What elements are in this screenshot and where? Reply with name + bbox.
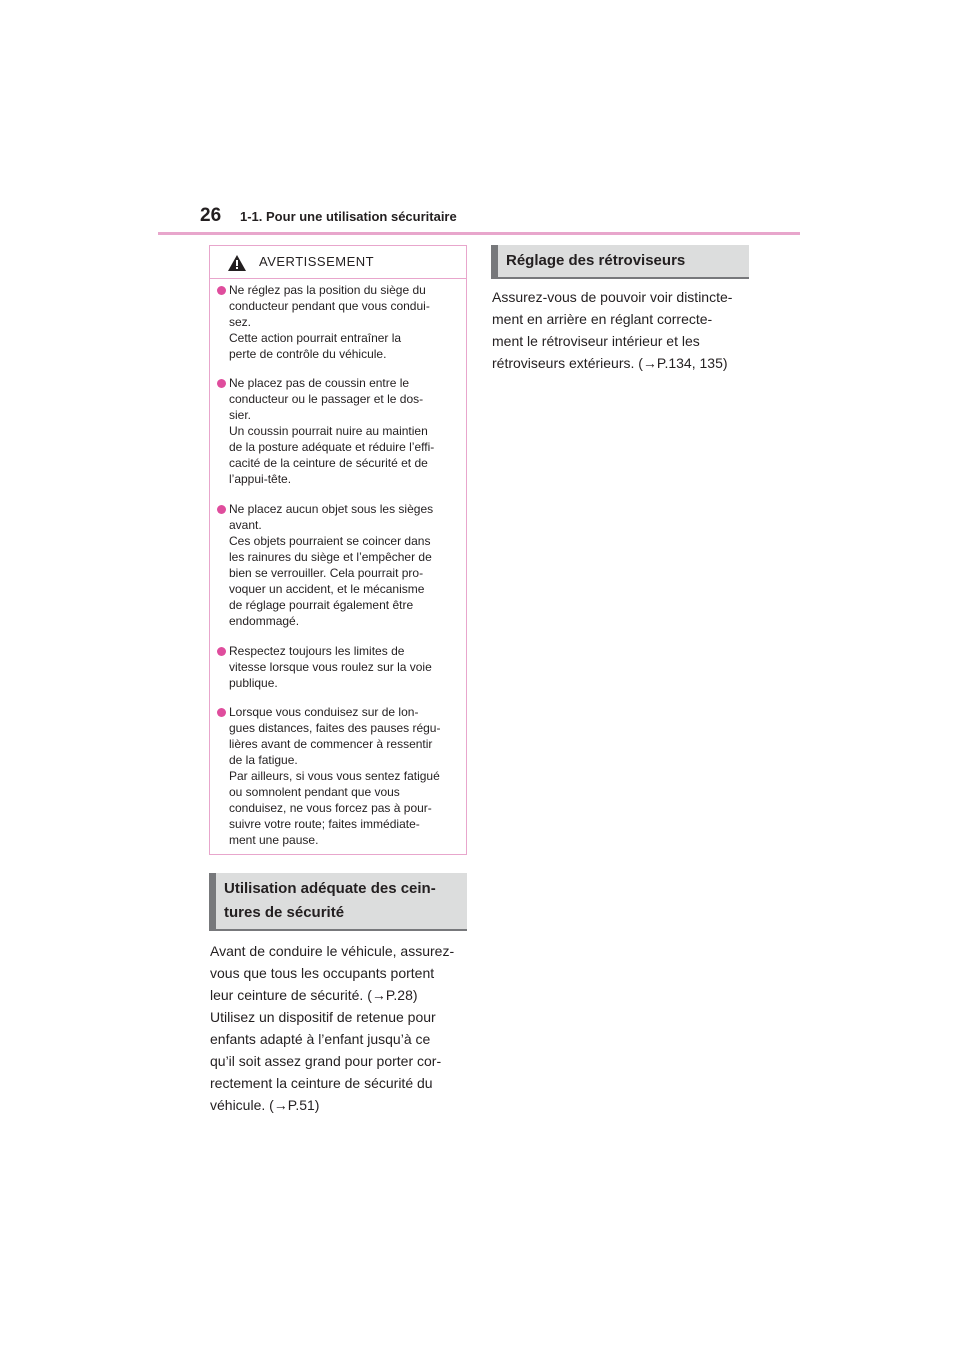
warning-item [217, 501, 463, 629]
warning-item [217, 282, 463, 362]
warning-item-text: Ne réglez pas la position du siège du conducteur pendant que vous condui- sez. Cette action pourrait entraîner la perte de contrôle du véhicule. [229, 283, 430, 361]
header-rule [158, 232, 800, 235]
warning-box [209, 245, 467, 855]
warning-item-text: Ne placez aucun objet sous les sièges avant. Ces objets pourraient se coincer dans les rainures du siège et l’empêcher de bien se verrouiller. Cela pourrait pro- voquer un accident, et le mécanisme de réglage pourrait également être endommagé. [229, 502, 434, 628]
page-header [200, 205, 800, 233]
heading-underline [491, 277, 749, 279]
bullet-icon [217, 286, 226, 295]
bullet-icon [217, 379, 226, 388]
warning-item [217, 643, 463, 691]
warning-item-text: Ne placez pas de coussin entre le conducteur ou le passager et le dos- sier. Un coussin pourrait nuire au maintien de la posture adéquate et réduire l’effi- cacité de la ceinture de sécurité et de l’appui-tête. [229, 376, 435, 486]
warning-header [210, 246, 466, 279]
warning-item-text: Lorsque vous conduisez sur de lon- gues distances, faites des pauses régu- lières avant de commencer à ressentir de la fatigue. Par ailleurs, si vous vous sentez fatigué ou somnolent pendant que vous conduisez, ne vous forcez pas à pour- suivre votre route; faites immédiate- ment une pause. [229, 705, 441, 847]
page-number: 26 [200, 205, 222, 226]
warning-item-text: Respectez toujours les limites de vitesse lorsque vous roulez sur la voie publique. [229, 644, 432, 690]
bullet-icon [217, 505, 226, 514]
warning-triangle-icon [228, 255, 246, 271]
heading-underline [209, 929, 467, 931]
bullet-icon [217, 647, 226, 656]
mirrors-body: Assurez-vous de pouvoir voir distincte- ment en arrière en réglant correcte- ment le rétroviseur intérieur et les rétroviseurs extérieurs. (→P.134, 135) [492, 289, 733, 371]
warning-title: AVERTISSEMENT [259, 254, 375, 269]
seatbelts-heading-bar [209, 873, 467, 929]
bullet-icon [217, 708, 226, 717]
seatbelts-body: Avant de conduire le véhicule, assurez- vous que tous les occupants portent leur ceinture de sécurité. (→P.28) Utilisez un dispositif de retenue pour enfants adapté à l’enfant jusqu’à ce qu’il soit assez grand pour porter cor- rectement la ceinture de sécurité du véhicule. (→P.51) [210, 943, 455, 1113]
warning-item [217, 704, 463, 848]
section-title: 1-1. Pour une utilisation sécuritaire [240, 209, 457, 224]
mirrors-heading-bar [491, 245, 749, 277]
mirrors-heading: Réglage des rétroviseurs [506, 252, 686, 269]
warning-item [217, 375, 463, 487]
seatbelts-heading: Utilisation adéquate des cein- tures de sécurité [224, 880, 436, 921]
